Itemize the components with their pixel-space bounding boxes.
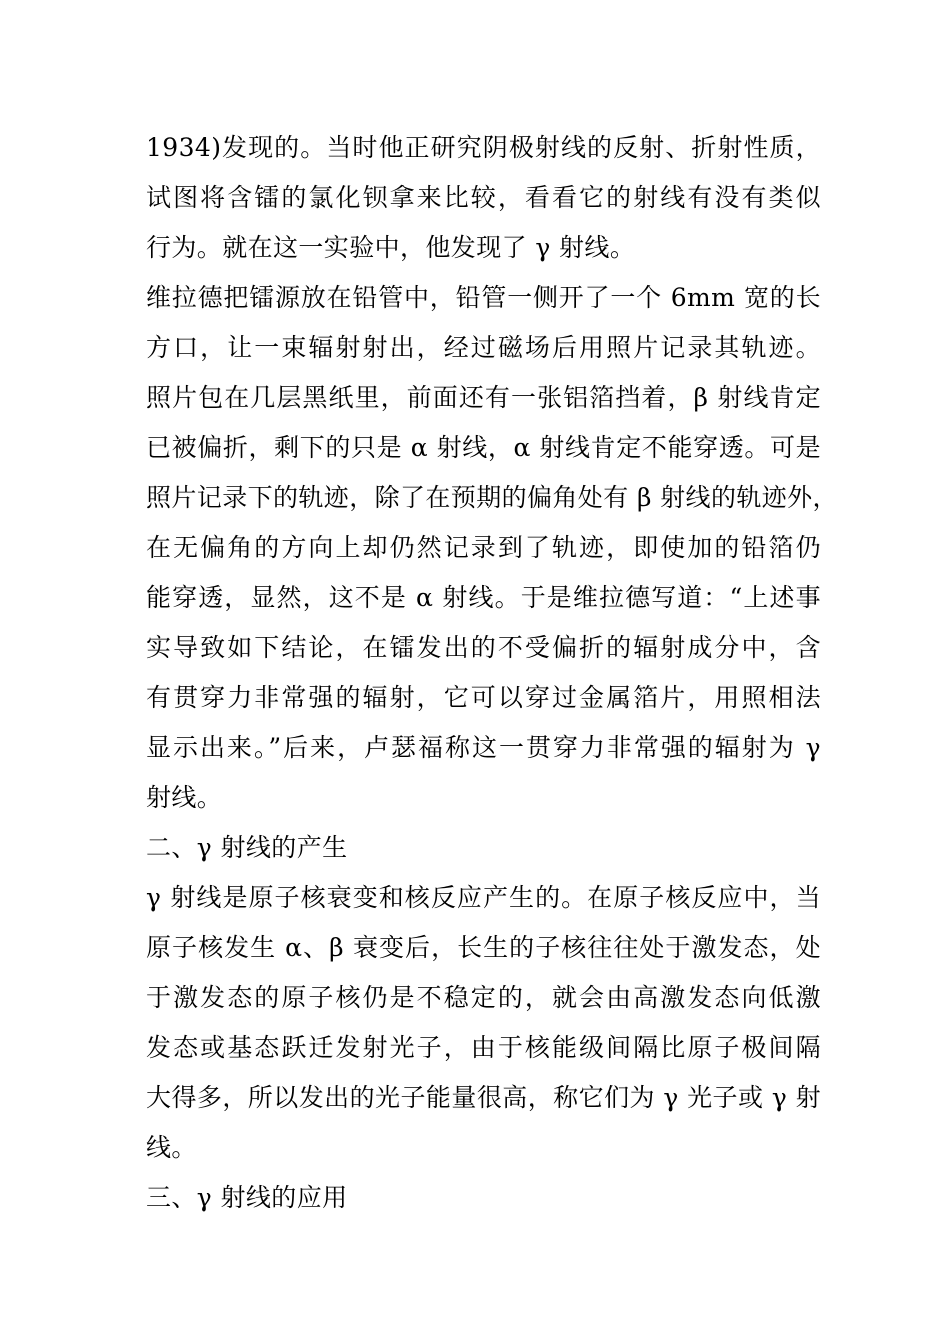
text-line: 原子核发生 α、β 衰变后，长生的子核往往处于激发态，处 [146, 933, 821, 962]
text-line: 试图将含镭的氯化钡拿来比较，看看它的射线有没有类似 [146, 183, 821, 212]
text-line: 照片包在几层黑纸里，前面还有一张铝箔挡着，β 射线肯定 [146, 383, 821, 412]
text-line: 实导致如下结论，在镭发出的不受偏折的辐射成分中，含 [146, 633, 821, 662]
text-line: 行为。就在这一实验中，他发现了 γ 射线。 [146, 233, 636, 262]
text-line: 在无偏角的方向上却仍然记录到了轨迹，即使加的铅箔仍 [146, 533, 821, 562]
section-heading-gamma-ray-production: 二、γ 射线的产生 [146, 833, 348, 862]
section-heading-gamma-ray-applications: 三、γ 射线的应用 [146, 1183, 348, 1212]
text-line: 显示出来。”后来，卢瑟福称这一贯穿力非常强的辐射为 γ [146, 733, 821, 762]
paragraph-villard-experiment [146, 273, 838, 823]
text-line: 大得多，所以发出的光子能量很高，称它们为 γ 光子或 γ 射 [146, 1083, 821, 1112]
text-line: 于激发态的原子核仍是不稳定的，就会由高激发态向低激 [146, 983, 821, 1012]
text-line: 能穿透，显然，这不是 α 射线。于是维拉德写道：“上述事 [146, 583, 821, 612]
text-line: 方口，让一束辐射射出，经过磁场后用照片记录其轨迹。 [146, 333, 821, 362]
text-line: 照片记录下的轨迹，除了在预期的偏角处有 β 射线的轨迹外， [146, 483, 838, 512]
text-line: 射线。 [146, 783, 223, 812]
text-line: 发态或基态跃迁发射光子，由于核能级间隔比原子极间隔 [146, 1033, 821, 1062]
text-line: 1934)发现的。当时他正研究阴极射线的反射、折射性质， [146, 133, 821, 162]
document-body [146, 123, 838, 1223]
text-line: 线。 [146, 1133, 197, 1162]
text-line: 有贯穿力非常强的辐射，它可以穿过金属箔片，用照相法 [146, 683, 821, 712]
paragraph-discovery [146, 123, 821, 273]
text-line: γ 射线是原子核衰变和核反应产生的。在原子核反应中，当 [146, 883, 821, 912]
text-line: 已被偏折，剩下的只是 α 射线，α 射线肯定不能穿透。可是 [146, 433, 821, 462]
paragraph-gamma-ray-production [146, 873, 821, 1173]
text-line: 维拉德把镭源放在铅管中，铅管一侧开了一个 6mm 宽的长 [146, 283, 821, 312]
